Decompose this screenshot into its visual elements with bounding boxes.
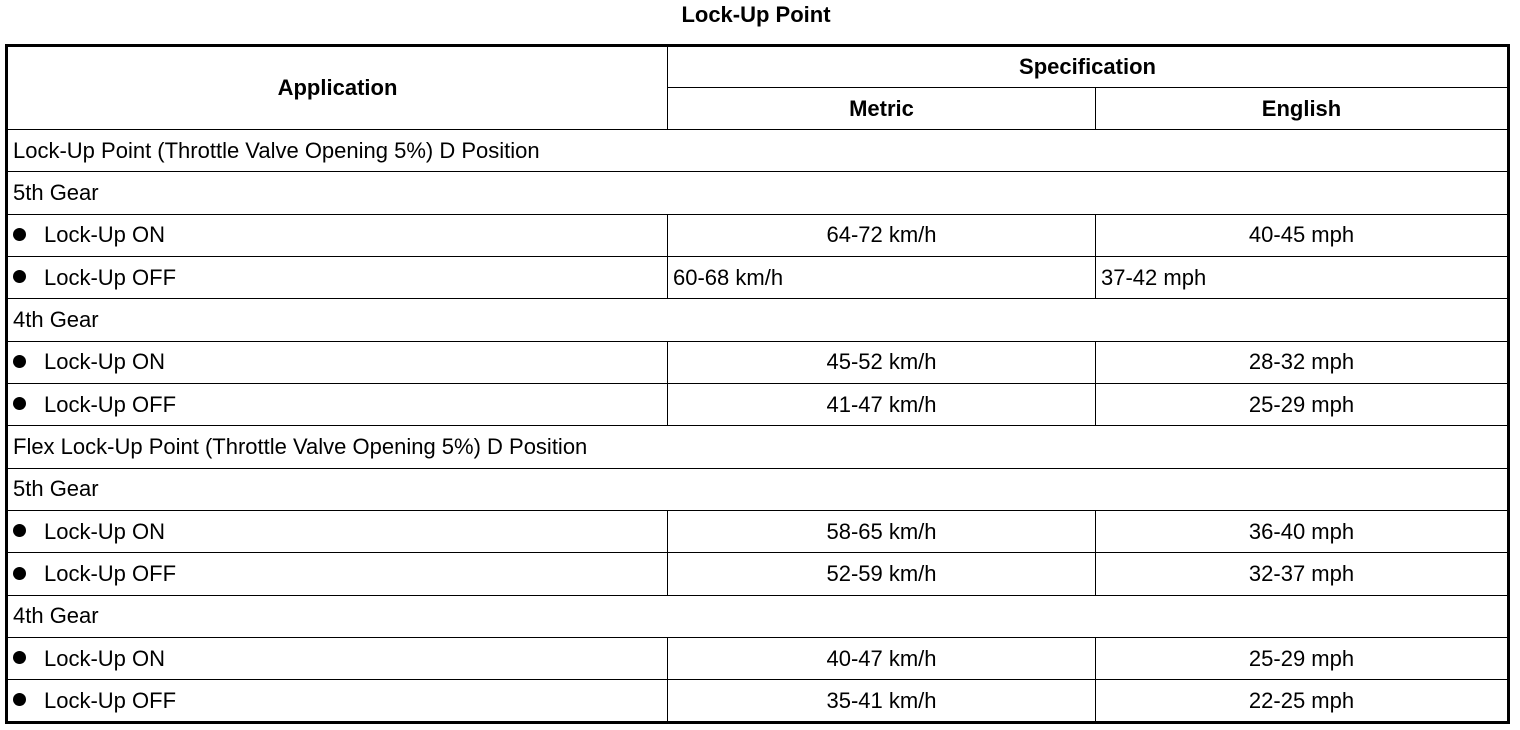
table-row: [7, 553, 1509, 595]
section-label: Lock-Up Point (Throttle Valve Opening 5%) D Position: [7, 130, 1509, 172]
english-value: 28-32 mph: [1096, 341, 1509, 383]
section-row: [7, 299, 1509, 341]
item-label: Lock-Up ON: [44, 518, 166, 544]
lock-up-point-table: [5, 44, 1510, 724]
table-row: [7, 638, 1509, 680]
table-row: [7, 257, 1509, 299]
item-label: Lock-Up ON: [44, 645, 166, 671]
metric-value: 40-47 km/h: [668, 638, 1096, 680]
bullet-icon: [13, 270, 26, 283]
metric-header: Metric: [668, 88, 1096, 130]
header-row-top: [7, 46, 1509, 88]
item-cell: [7, 341, 668, 383]
bullet-icon: [13, 228, 26, 241]
item-cell: [7, 553, 668, 595]
metric-value: 60-68 km/h: [668, 257, 1096, 299]
section-row: [7, 468, 1509, 510]
bullet-icon: [13, 397, 26, 410]
item-cell: [7, 680, 668, 723]
section-row: [7, 595, 1509, 637]
item-label: Lock-Up OFF: [44, 687, 177, 713]
english-value: 32-37 mph: [1096, 553, 1509, 595]
item-label: Lock-Up ON: [44, 222, 166, 248]
table-row: [7, 341, 1509, 383]
section-row: [7, 130, 1509, 172]
bullet-icon: [13, 651, 26, 664]
bullet-icon: [13, 567, 26, 580]
table-row: [7, 384, 1509, 426]
metric-value: 58-65 km/h: [668, 511, 1096, 553]
item-cell: [7, 214, 668, 256]
page-title: Lock-Up Point: [681, 2, 831, 27]
english-value: 40-45 mph: [1096, 214, 1509, 256]
item-cell: [7, 257, 668, 299]
item-cell: [7, 384, 668, 426]
application-header: Application: [7, 46, 668, 130]
section-label: 4th Gear: [7, 299, 1509, 341]
metric-value: 35-41 km/h: [668, 680, 1096, 723]
metric-value: 64-72 km/h: [668, 214, 1096, 256]
bullet-icon: [13, 693, 26, 706]
table-row: [7, 214, 1509, 256]
item-label: Lock-Up OFF: [44, 264, 177, 290]
item-label: Lock-Up ON: [44, 349, 166, 375]
english-header: English: [1096, 88, 1509, 130]
section-label: 5th Gear: [7, 468, 1509, 510]
section-row: [7, 172, 1509, 214]
english-value: 25-29 mph: [1096, 638, 1509, 680]
specification-header: Specification: [668, 46, 1509, 88]
item-label: Lock-Up OFF: [44, 391, 177, 417]
table-row: [7, 511, 1509, 553]
item-label: Lock-Up OFF: [44, 561, 177, 587]
english-value: 37-42 mph: [1096, 257, 1509, 299]
bullet-icon: [13, 524, 26, 537]
section-label: 4th Gear: [7, 595, 1509, 637]
table-body: [7, 130, 1509, 723]
english-value: 36-40 mph: [1096, 511, 1509, 553]
section-label: 5th Gear: [7, 172, 1509, 214]
english-value: 25-29 mph: [1096, 384, 1509, 426]
table-row: [7, 680, 1509, 723]
english-value: 22-25 mph: [1096, 680, 1509, 723]
metric-value: 41-47 km/h: [668, 384, 1096, 426]
section-row: [7, 426, 1509, 468]
metric-value: 52-59 km/h: [668, 553, 1096, 595]
bullet-icon: [13, 355, 26, 368]
section-label: Flex Lock-Up Point (Throttle Valve Opening 5%) D Position: [7, 426, 1509, 468]
item-cell: [7, 638, 668, 680]
item-cell: [7, 511, 668, 553]
metric-value: 45-52 km/h: [668, 341, 1096, 383]
